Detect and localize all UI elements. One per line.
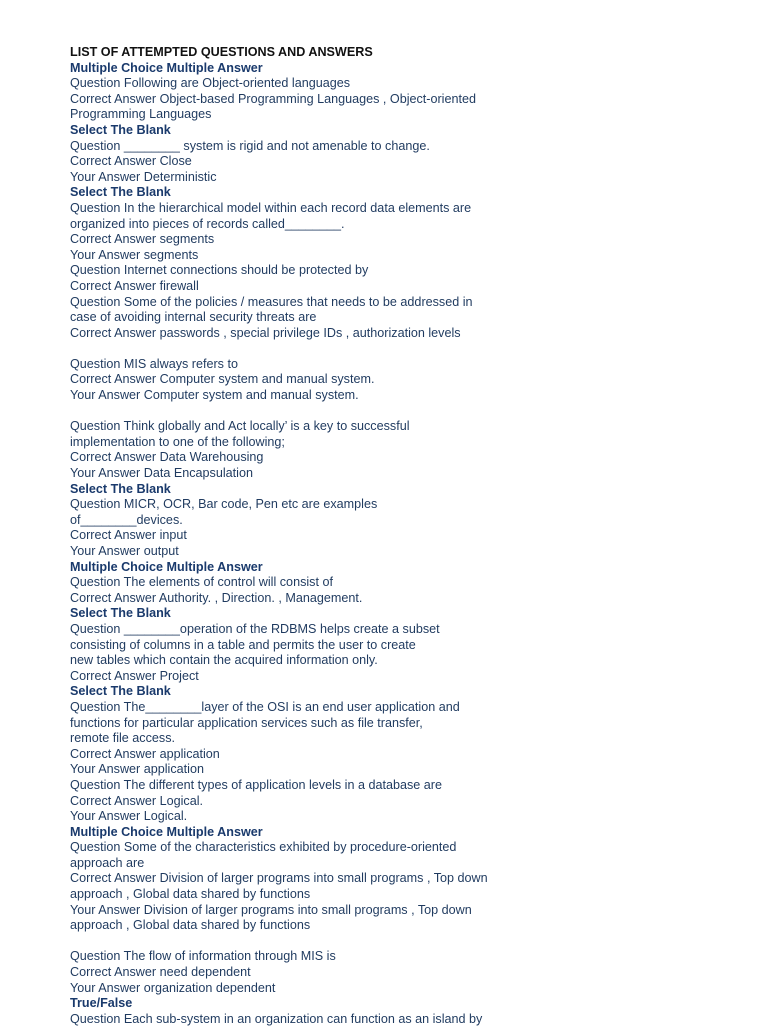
text-line: Your Answer output: [70, 544, 179, 558]
blank-line: [70, 934, 730, 950]
text-line: Question MIS always refers to: [70, 356, 238, 371]
text-line: Question In the hierarchical model within each record data elements are: [70, 200, 472, 215]
text-line: implementation to one of the following;: [70, 434, 285, 449]
section-heading: Select The Blank: [70, 606, 171, 621]
text-line: Your Answer Computer system and manual system.: [70, 388, 359, 403]
text-line: Correct Answer Close: [70, 154, 192, 169]
text-line: Correct Answer firewall: [70, 278, 199, 293]
text-line: Question ________ system is rigid and not amenable to change.: [70, 138, 430, 153]
text-line: Question Each sub-system in an organization can function as an island by: [70, 1011, 483, 1026]
text-line: functions for particular application services such as file transfer,: [70, 715, 423, 730]
text-line: Question The________layer of the OSI is an end user application and: [70, 699, 460, 714]
text-line: Question Think globally and Act locally’ is a key to successful: [70, 419, 410, 434]
blank-line: [70, 341, 730, 357]
text-line: Correct Answer Object-based Programming Languages , Object-oriented: [70, 91, 477, 106]
blank-line: [70, 404, 730, 420]
text-line: Correct Answer Division of larger programs into small programs , Top down: [70, 871, 488, 886]
text-line: Correct Answer input: [70, 528, 187, 543]
text-line: Correct Answer need dependent: [70, 965, 251, 980]
text-line: Question Some of the policies / measures that needs to be addressed in: [70, 294, 473, 309]
text-line: Correct Answer Logical.: [70, 793, 203, 808]
section-heading: Multiple Choice Multiple Answer: [70, 60, 263, 75]
text-line: organized into pieces of records called________.: [70, 216, 345, 231]
section-heading: True/False: [70, 996, 133, 1011]
text-line: Correct Answer Project: [70, 668, 199, 683]
text-line: Correct Answer Authority. , Direction. , Management.: [70, 590, 363, 605]
text-line: Correct Answer passwords , special privilege IDs , authorization levels: [70, 325, 461, 340]
text-line: Question ________operation of the RDBMS helps create a subset: [70, 621, 440, 636]
section-heading: Select The Blank: [70, 122, 171, 137]
text-line: Question The different types of application levels in a database are: [70, 777, 442, 792]
text-line: Your Answer Deterministic: [70, 169, 217, 184]
text-line: Correct Answer segments: [70, 232, 215, 247]
text-line: Programming Languages: [70, 107, 212, 122]
section-heading: Multiple Choice Multiple Answer: [70, 824, 263, 839]
text-line: Correct Answer Data Warehousing: [70, 450, 264, 465]
document-title: LIST OF ATTEMPTED QUESTIONS AND ANSWERS: [70, 45, 373, 59]
text-line: Question Following are Object-oriented languages: [70, 76, 351, 91]
section-heading: Select The Blank: [70, 684, 171, 699]
text-line: approach , Global data shared by functions: [70, 887, 311, 902]
text-line: Question The flow of information through MIS is: [70, 949, 336, 964]
text-line: case of avoiding internal security threats are: [70, 310, 317, 325]
text-line: Correct Answer Computer system and manual system.: [70, 372, 375, 387]
text-line: Question Some of the characteristics exhibited by procedure-oriented: [70, 840, 457, 855]
text-line: Question Internet connections should be protected by: [70, 263, 369, 278]
text-line: new tables which contain the acquired information only.: [70, 653, 378, 668]
text-line: of________devices.: [70, 512, 183, 527]
text-line: Your Answer organization dependent: [70, 980, 276, 995]
section-heading: Select The Blank: [70, 185, 171, 200]
text-line: Question The elements of control will consist of: [70, 575, 333, 590]
text-line: consisting of columns in a table and permits the user to create: [70, 637, 416, 652]
section-heading: Select The Blank: [70, 481, 171, 496]
section-heading: Multiple Choice Multiple Answer: [70, 559, 263, 574]
text-line: approach , Global data shared by functions: [70, 918, 311, 933]
text-line: Correct Answer application: [70, 746, 220, 761]
text-line: remote file access.: [70, 731, 175, 746]
text-line: Your Answer Logical.: [70, 809, 188, 824]
text-line: Your Answer Data Encapsulation: [70, 466, 253, 481]
text-line: Your Answer Division of larger programs into small programs , Top down: [70, 902, 472, 917]
document-page: [70, 45, 730, 1027]
text-line: approach are: [70, 855, 145, 870]
text-line: Your Answer segments: [70, 247, 199, 262]
text-line: Question MICR, OCR, Bar code, Pen etc are examples: [70, 497, 378, 512]
text-line: Your Answer application: [70, 762, 204, 777]
